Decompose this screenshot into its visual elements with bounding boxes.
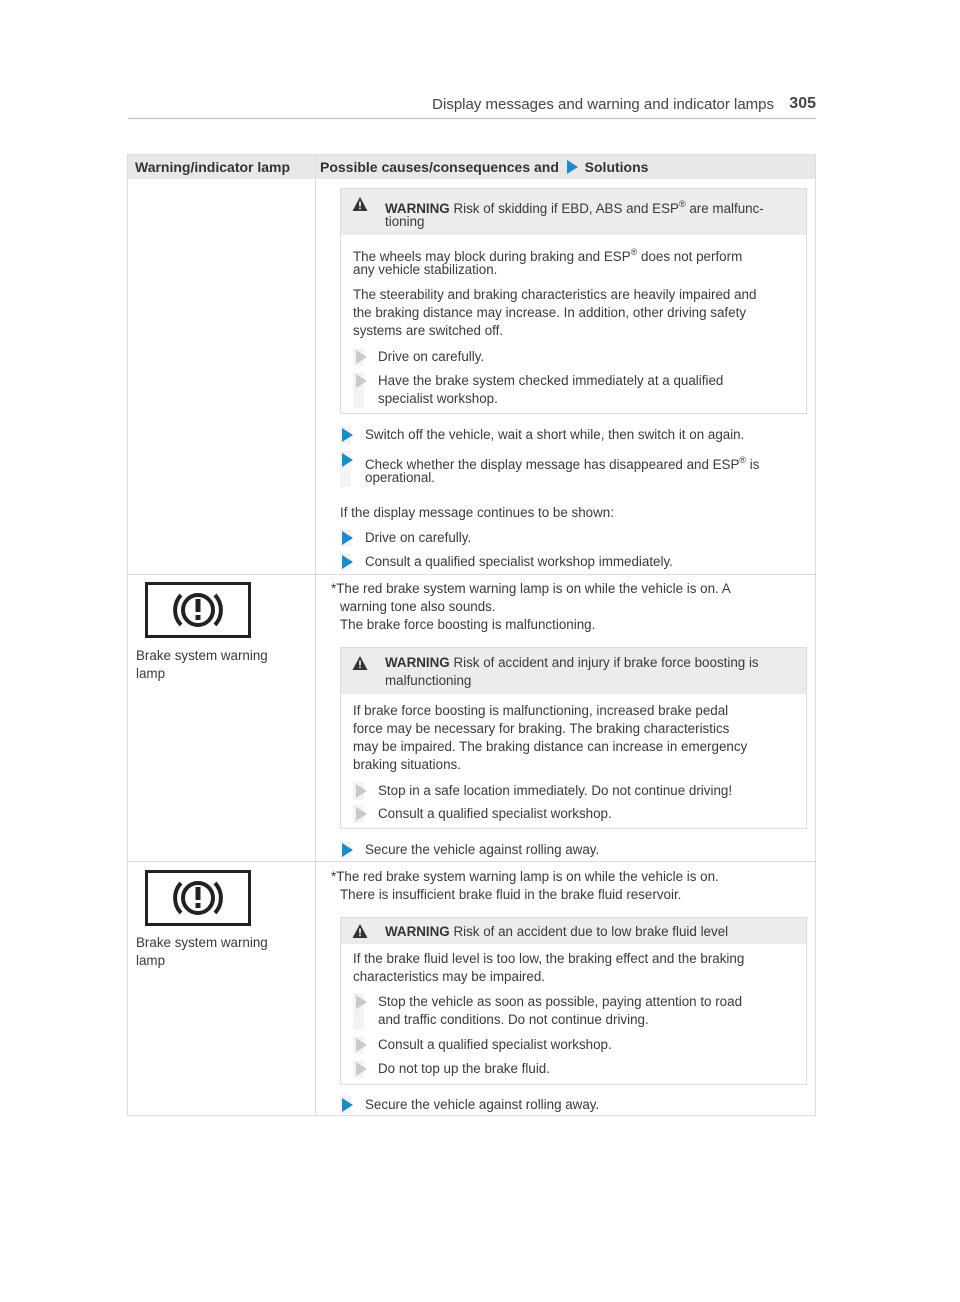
warning-triangle-icon — [352, 923, 368, 939]
page-header — [128, 96, 816, 119]
cause-text: *The red brake system warning lamp is on while the vehicle is on. A — [331, 581, 731, 596]
step-text: Drive on carefully. — [378, 349, 485, 364]
step-text: Consult a qualified specialist workshop. — [378, 1037, 612, 1052]
solutions-arrow-icon — [567, 160, 578, 174]
cause-text: *The red brake system warning lamp is on while the vehicle is on. — [331, 869, 719, 884]
action-text: operational. — [365, 470, 435, 485]
step-text: Consult a qualified specialist workshop. — [378, 806, 612, 821]
warning-title: Risk of accident and injury if brake force boosting is — [453, 655, 759, 670]
row-divider-2 — [128, 861, 815, 862]
step-arrow-icon — [356, 784, 367, 798]
condition-text: If the display message continues to be shown: — [340, 505, 614, 520]
cause-text: There is insufficient brake fluid in the brake fluid reservoir. — [340, 887, 682, 902]
step-arrow-icon — [356, 1038, 367, 1052]
warning-lamp-table — [127, 154, 816, 1116]
action-text: Drive on carefully. — [365, 530, 472, 545]
column-header-solutions-label: Solutions — [584, 159, 649, 175]
page-header-title: Display messages and warning and indicator lamps — [432, 96, 774, 113]
action-arrow-icon — [342, 453, 353, 467]
column-header-lamp: Warning/indicator lamp — [135, 159, 291, 175]
step-text: Do not top up the brake fluid. — [378, 1061, 550, 1076]
action-text: Switch off the vehicle, wait a short while, then switch it on again. — [365, 427, 745, 442]
paragraph-line: systems are switched off. — [353, 323, 504, 338]
lamp-label: Brake system warning — [136, 648, 268, 663]
paragraph-line: characteristics may be impaired. — [353, 969, 546, 984]
warning-header — [341, 189, 806, 235]
action-text-part: Check whether the display message has disappeared and ESP — [365, 457, 740, 472]
registered-mark: ® — [630, 247, 638, 257]
warning-header — [341, 648, 806, 694]
action-text: Secure the vehicle against rolling away. — [365, 842, 600, 857]
step-text: Have the brake system checked immediately at a qualified — [378, 373, 724, 388]
paragraph-line: the braking distance may increase. In addition, other driving safety — [353, 305, 747, 320]
lamp-label: lamp — [136, 666, 166, 681]
paragraph-text: does not perform — [641, 249, 743, 264]
step-text: and traffic conditions. Do not continue driving. — [378, 1012, 649, 1027]
warning-title: Risk of an accident due to low brake fluid level — [453, 924, 729, 939]
step-arrow-icon — [356, 374, 367, 388]
warning-box — [340, 188, 807, 414]
lamp-label: lamp — [136, 953, 166, 968]
column-header-causes — [320, 159, 648, 175]
paragraph-line: may be impaired. The braking distance can increase in emergency — [353, 739, 748, 754]
step-arrow-icon — [356, 995, 367, 1009]
warning-title-line2: malfunctioning — [385, 673, 472, 688]
paragraph-line: The steerability and braking characteristics are heavily impaired and — [353, 287, 757, 302]
brake-warning-lamp — [145, 582, 251, 638]
action-arrow-icon — [342, 428, 353, 442]
warning-box — [340, 917, 807, 1085]
warning-title-cont: are malfunc- — [689, 201, 764, 216]
step-arrow-icon — [356, 807, 367, 821]
paragraph-line: If the brake fluid level is too low, the braking effect and the braking — [353, 951, 745, 966]
paragraph-line: If brake force boosting is malfunctioning, increased brake pedal — [353, 703, 729, 718]
table-header — [128, 155, 815, 179]
page-number: 305 — [789, 95, 816, 112]
warning-header — [341, 918, 806, 944]
step-arrow-icon — [356, 350, 367, 364]
brake-warning-icon — [148, 585, 248, 635]
action-text: Secure the vehicle against rolling away. — [365, 1097, 600, 1112]
warning-label: WARNING — [385, 655, 450, 670]
column-header-causes-label: Possible causes/consequences and — [320, 159, 559, 175]
paragraph-line: force may be necessary for braking. The braking characteristics — [353, 721, 730, 736]
brake-warning-lamp — [145, 870, 251, 926]
warning-box — [340, 647, 807, 829]
action-text: Consult a qualified specialist workshop immediately. — [365, 554, 673, 569]
warning-title: Risk of skidding if EBD, ABS and ESP — [453, 201, 679, 216]
warning-triangle-icon — [352, 655, 368, 671]
action-arrow-icon — [342, 555, 353, 569]
action-arrow-icon — [342, 843, 353, 857]
warning-label: WARNING — [385, 924, 450, 939]
action-arrow-icon — [342, 1098, 353, 1112]
paragraph-text: The wheels may block during braking and ESP — [353, 249, 631, 264]
registered-mark: ® — [678, 199, 686, 209]
cause-text: The brake force boosting is malfunctioning. — [340, 617, 596, 632]
action-arrow-icon — [342, 531, 353, 545]
step-text: specialist workshop. — [378, 391, 498, 406]
step-arrow-icon — [356, 1062, 367, 1076]
row-divider-1 — [128, 574, 815, 575]
column-divider — [315, 155, 316, 1115]
brake-warning-icon — [148, 873, 248, 923]
warning-label: WARNING — [385, 201, 450, 216]
cause-text: warning tone also sounds. — [340, 599, 496, 614]
paragraph-line: any vehicle stabilization. — [353, 262, 498, 277]
warning-triangle-icon — [352, 196, 368, 212]
step-text: Stop the vehicle as soon as possible, paying attention to road — [378, 994, 743, 1009]
action-text-part: is — [749, 457, 760, 472]
lamp-label: Brake system warning — [136, 935, 268, 950]
registered-mark: ® — [739, 455, 747, 465]
warning-title-line2: tioning — [385, 214, 425, 229]
paragraph-line: braking situations. — [353, 757, 461, 772]
step-text: Stop in a safe location immediately. Do not continue driving! — [378, 783, 733, 798]
